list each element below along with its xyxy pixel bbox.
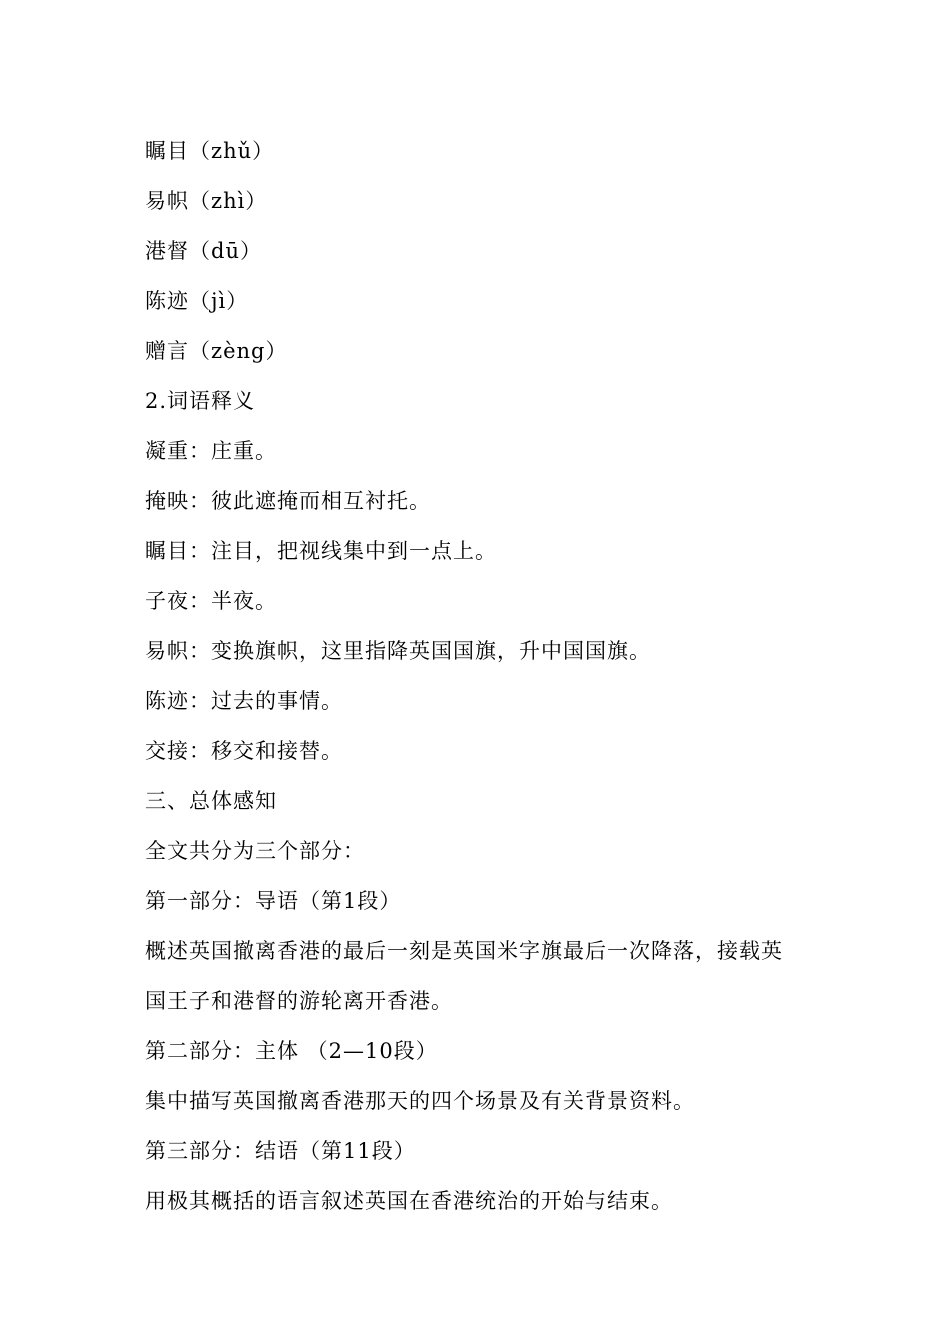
part-three-heading: 第三部分：结语（第11段）: [145, 1139, 416, 1163]
pinyin-gangdu: 港督（dū）: [145, 239, 262, 263]
document-body: [145, 126, 825, 1226]
definition-ziye: 子夜：半夜。: [145, 589, 277, 613]
pinyin-zengyan: 赠言（zèng）: [145, 339, 288, 363]
part-one-text-line-2: 国王子和港督的游轮离开香港。: [145, 989, 453, 1013]
part-one-text-line-1: 概述英国撤离香港的最后一刻是英国米字旗最后一次降落，接载英: [145, 939, 783, 963]
part-two-text: 集中描写英国撤离香港那天的四个场景及有关背景资料。: [145, 1089, 695, 1113]
definition-yanying: 掩映：彼此遮掩而相互衬托。: [145, 489, 431, 513]
pinyin-chenji: 陈迹（jì）: [145, 289, 249, 313]
overview-intro: 全文共分为三个部分：: [145, 839, 365, 863]
definition-zhumu: 瞩目：注目，把视线集中到一点上。: [145, 539, 497, 563]
section-heading-vocabulary: 2.词语释义: [145, 389, 256, 413]
part-three-text: 用极其概括的语言叙述英国在香港统治的开始与结束。: [145, 1189, 673, 1213]
part-two-heading: 第二部分：主体 （2—10段）: [145, 1039, 438, 1063]
definition-ningzhong: 凝重：庄重。: [145, 439, 277, 463]
part-one-heading: 第一部分：导语（第1段）: [145, 889, 402, 913]
definition-chenji: 陈迹：过去的事情。: [145, 689, 343, 713]
definition-yizhi: 易帜：变换旗帜，这里指降英国国旗，升中国国旗。: [145, 639, 651, 663]
pinyin-zhumu: 瞩目（zhǔ）: [145, 139, 275, 163]
section-heading-overview: 三、总体感知: [145, 789, 277, 813]
definition-jiaojie: 交接：移交和接替。: [145, 739, 343, 763]
pinyin-yizhi: 易帜（zhì）: [145, 189, 268, 213]
